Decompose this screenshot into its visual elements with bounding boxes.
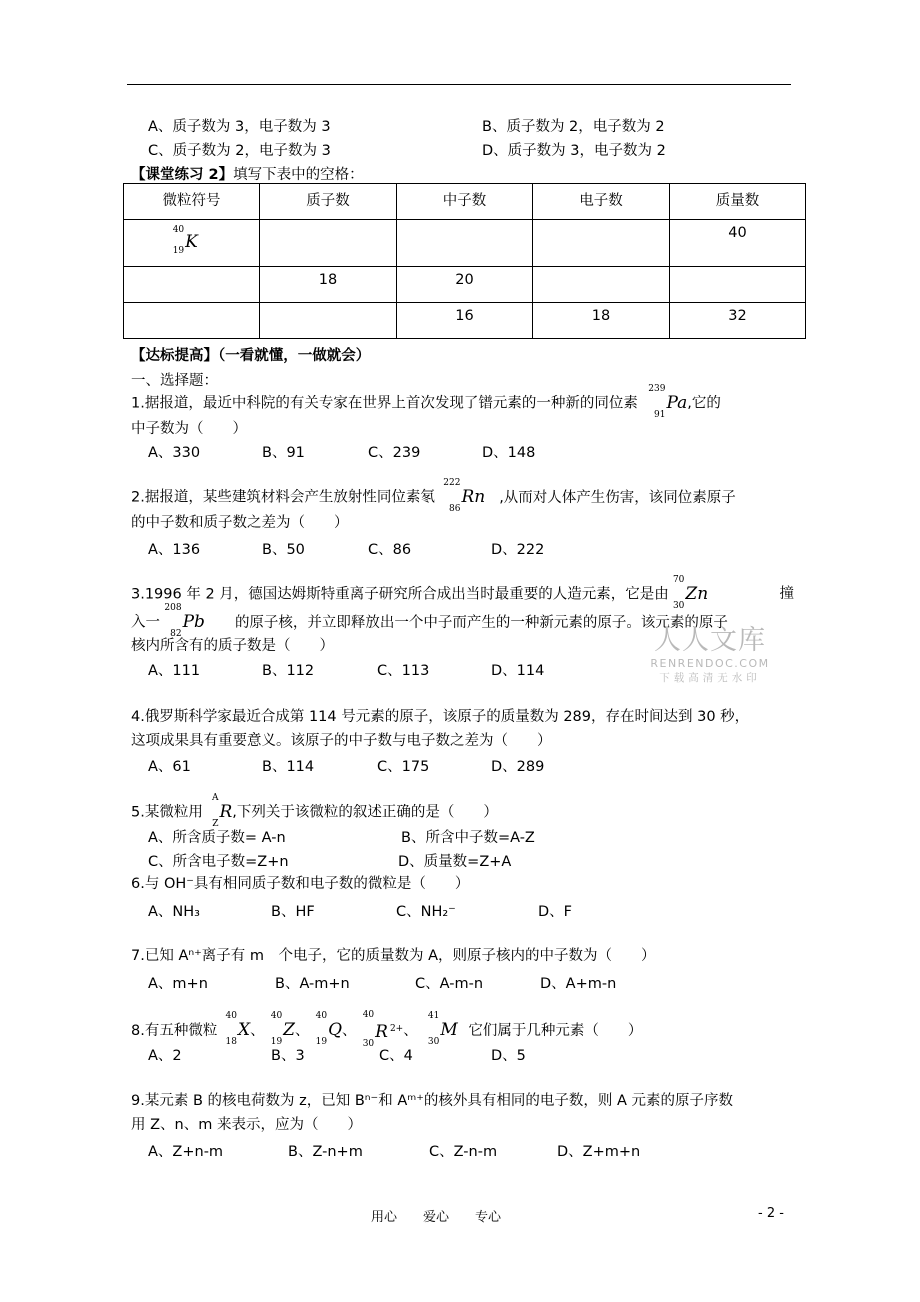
q7-option-b[interactable]: B、A-m+n [275, 976, 350, 992]
q2-option-a[interactable]: A、136 [148, 542, 201, 558]
q8-option-c[interactable]: C、4 [379, 1048, 413, 1064]
watermark-domain: RENRENDOC.COM [650, 657, 770, 670]
q4-option-d[interactable]: D、289 [491, 759, 545, 775]
q1-option-d[interactable]: D、148 [482, 445, 536, 461]
watermark-tagline: 下载高清无水印 [659, 672, 761, 684]
question-9: 9.某元素 B 的核电荷数为 z，已知 Bⁿ⁻和 Aᵐ⁺的核外具有相同的电子数，则 A 元素的原子序数 用 Z、n、m 来表示，应为（ ） [131, 1093, 734, 1133]
q9-option-c[interactable]: C、Z-n-m [429, 1144, 498, 1160]
nuclide-rn: 222 86 Rn [443, 478, 486, 514]
q2-option-d[interactable]: D、222 [491, 542, 545, 558]
cell-empty[interactable] [397, 220, 533, 267]
watermark-logo-text: 人人文库 [654, 625, 766, 656]
q3-option-b[interactable]: B、112 [262, 663, 315, 679]
practice2-heading [131, 163, 364, 184]
q8-option-a[interactable]: A、2 [148, 1048, 182, 1064]
q7-option-d[interactable]: D、A+m-n [540, 976, 617, 992]
q2-option-b[interactable]: B、50 [262, 542, 305, 558]
q1-option-c[interactable]: C、239 [368, 445, 421, 461]
practice2-label: 【课堂练习 2】 [131, 167, 234, 183]
th-protons: 质子数 [260, 184, 397, 220]
prev-option-c: C、质子数为 2，电子数为 3 [148, 143, 331, 159]
nuclide-k: 40 19 K [172, 225, 198, 256]
question-1: 1.据报道，最近中科院的有关专家在世界上首次发现了镨元素的一种新的同位素 239 91 Pa,它的 中子数为（ ） [131, 384, 721, 437]
cell-neutrons: 16 [397, 303, 533, 339]
q3-option-a[interactable]: A、111 [148, 663, 201, 679]
nuclide-z: 40 19 Z [270, 1011, 295, 1048]
q6-option-b[interactable]: B、HF [271, 904, 315, 920]
cell-empty[interactable] [124, 303, 260, 339]
cell-empty[interactable] [260, 303, 397, 339]
q5-option-a[interactable]: A、所含质子数= A-n [148, 830, 286, 846]
prev-option-b: B、质子数为 2，电子数为 2 [482, 119, 665, 135]
section-subtitle: 一、选择题： [131, 373, 218, 389]
section-title: 【达标提高】（一看就懂，一做就会） [131, 348, 371, 364]
q6-option-c[interactable]: C、NH₂⁻ [396, 904, 456, 920]
cell-symbol-k [124, 220, 260, 267]
q6-option-d[interactable]: D、F [538, 904, 573, 920]
table-row [124, 267, 806, 303]
q5-option-b[interactable]: B、所含中子数=A-Z [401, 830, 535, 846]
cell-protons: 18 [260, 267, 397, 303]
nuclide-r: A Z R [211, 793, 233, 829]
table-row [124, 220, 806, 267]
nuclide-q: 40 19 Q [315, 1011, 343, 1048]
q9-option-a[interactable]: A、Z+n-m [148, 1144, 224, 1160]
nuclide-pa: 239 91 Pa [648, 384, 688, 420]
cell-empty[interactable] [260, 220, 397, 267]
cell-empty[interactable] [533, 220, 670, 267]
prev-option-a: A、质子数为 3，电子数为 3 [148, 119, 331, 135]
table-row [124, 303, 806, 339]
q4-option-a[interactable]: A、61 [148, 759, 191, 775]
nuclide-m: 41 30 M [427, 1011, 458, 1048]
nuclide-pb: 208 82 Pb [164, 603, 205, 639]
cell-mass: 40 [670, 220, 806, 267]
nuclide-x: 40 18 X [225, 1011, 251, 1048]
cell-electrons: 18 [533, 303, 670, 339]
q8-option-b[interactable]: B、3 [271, 1048, 305, 1064]
question-6: 6.与 OH⁻具有相同质子数和电子数的微粒是（ ） [131, 876, 470, 892]
question-2: 2.据报道，某些建筑材料会产生放射性同位素氡 222 86 Rn ,从而对人体产生伤害，该同位素原子 的中子数和质子数之差为（ ） [131, 478, 736, 531]
th-neutrons: 中子数 [397, 184, 533, 220]
q4-option-b[interactable]: B、114 [262, 759, 315, 775]
th-mass: 质量数 [670, 184, 806, 220]
q3-option-d[interactable]: D、114 [491, 663, 545, 679]
q5-option-d[interactable]: D、质量数=Z+A [398, 854, 512, 870]
th-symbol: 微粒符号 [124, 184, 260, 220]
page-number: - 2 - [758, 1206, 784, 1221]
header-rule [127, 84, 791, 85]
q9-option-d[interactable]: D、Z+m+n [557, 1144, 641, 1160]
q7-option-a[interactable]: A、m+n [148, 976, 208, 992]
q9-option-b[interactable]: B、Z-n+m [288, 1144, 363, 1160]
footer-motto: 用心 爱心 专心 [371, 1210, 502, 1225]
q4-option-c[interactable]: C、175 [377, 759, 430, 775]
th-electrons: 电子数 [533, 184, 670, 220]
cell-empty[interactable] [670, 267, 806, 303]
nuclide-zn: 70 30 Zn [672, 575, 709, 611]
question-5: 5.某微粒用 A Z R,下列关于该微粒的叙述正确的是（ ） [131, 793, 498, 829]
q8-option-d[interactable]: D、5 [491, 1048, 526, 1064]
practice2-instruction: 填写下表中的空格： [233, 167, 364, 183]
cell-empty[interactable] [124, 267, 260, 303]
table-header-row [124, 184, 806, 220]
particle-table [123, 183, 806, 339]
question-7: 7.已知 Aⁿ⁺离子有 m 个电子，它的质量数为 A，则原子核内的中子数为（ ） [131, 948, 656, 964]
cell-neutrons: 20 [397, 267, 533, 303]
question-3: 3.1996 年 2 月，德国达姆斯特重离子研究所合成出当时最重要的人造元素，它是由 70 30 Zn 撞 入一 208 82 Pb 的原子核，并立即释放出一个中子而产生的一种新元素的原子。该元素的原子 核内所含有的质子数是（ ） [131, 575, 794, 654]
q3-option-c[interactable]: C、113 [377, 663, 430, 679]
q2-option-c[interactable]: C、86 [368, 542, 412, 558]
q1-option-a[interactable]: A、330 [148, 445, 201, 461]
q5-option-c[interactable]: C、所含电子数=Z+n [148, 854, 289, 870]
watermark [645, 618, 775, 685]
q7-option-c[interactable]: C、A-m-n [415, 976, 484, 992]
nuclide-r-ion: 40 30 R $^{2+}$ [362, 1010, 404, 1049]
prev-option-d: D、质子数为 3，电子数为 2 [482, 143, 666, 159]
cell-empty[interactable] [533, 267, 670, 303]
question-4: 4.俄罗斯科学家最近合成第 114 号元素的原子，该原子的质量数为 289，存在时间达到 30 秒， 这项成果具有重要意义。该原子的中子数与电子数之差为（ ） [131, 709, 750, 749]
q6-option-a[interactable]: A、NH₃ [148, 904, 200, 920]
question-8: 8.有五种微粒 40 18 X、 40 19 Z、 40 19 Q、 40 30 R $^{2+}$、 41 30 M 它们属于几种元素（ ） [131, 1010, 643, 1049]
q1-option-b[interactable]: B、91 [262, 445, 305, 461]
cell-mass: 32 [670, 303, 806, 339]
